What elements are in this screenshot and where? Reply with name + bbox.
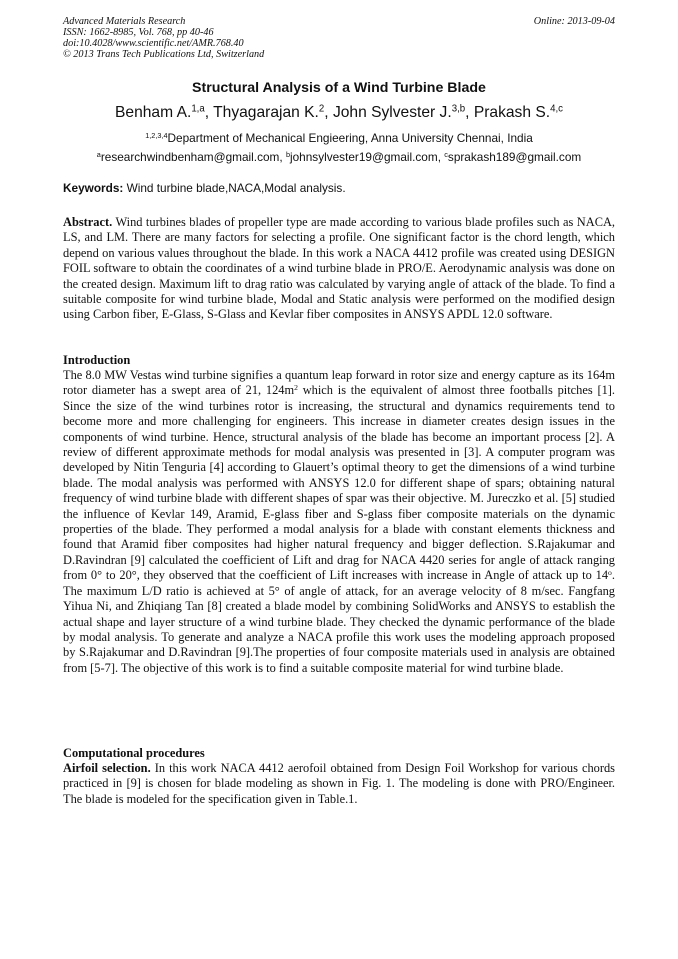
introduction-body — [63, 368, 615, 676]
email-address[interactable]: johnsylvester19@gmail.com — [290, 150, 438, 164]
journal-copyright: © 2013 Trans Tech Publications Ltd, Switzerland — [63, 49, 265, 60]
author-affiliation-mark: 2 — [318, 103, 325, 115]
superscript: o — [608, 568, 612, 578]
author-name: Thyagarajan K. — [213, 104, 319, 121]
keywords — [63, 181, 615, 195]
email-mark: a — [96, 149, 101, 159]
author-name: Benham A. — [115, 104, 192, 121]
computational-body — [63, 761, 615, 807]
affiliation-mark: 1,2,3,4 — [145, 130, 168, 140]
keywords-text: Wind turbine blade,NACA,Modal analysis. — [126, 181, 346, 195]
paper-title: Structural Analysis of a Wind Turbine Blade — [192, 80, 486, 96]
email-list: $^a$researchwindbenham@gmail.com, $^b$johnsylvester19@gmail.com, $^c$sprakash189@gmail.com — [96, 149, 582, 164]
keywords-label: Keywords: — [63, 181, 124, 195]
email-mark: b — [285, 149, 290, 159]
online-date: Online: 2013-09-04 — [533, 16, 615, 27]
introduction-heading: Introduction — [63, 353, 131, 367]
abstract — [63, 215, 615, 323]
affiliation — [63, 131, 615, 145]
journal-name: Advanced Materials Research — [63, 16, 186, 27]
abstract-text: Wind turbines blades of propeller type are made according to various blade profiles such as NACA, LS, and LM. There are many factors for selecting a profile. One significant factor is the chord length, which depend on various values throughout the blade. In this work a NACA 4412 profile was created using DESIGN FOIL software to obtain the coordinates of a wind turbine blade in PRO/E. Aerodynamic analysis was done on the created design. Maximum lift to drag ratio was calculated by varying angle of attack of the blade. To find a suitable composite for wind turbine blade, Modal and Static analysis were performed on the modified design using Carbon fiber, E-Glass, S-Glass and Kevlar fiber composites in ANSYS APDL 12.0 software. — [63, 215, 615, 322]
affiliation-text: Department of Mechanical Engieering, Anna University Chennai, India — [167, 131, 533, 145]
introduction-text: . The maximum L/D ratio is achieved at 5° of angle of attack, for an average velocity of 8 m/sec. Fangfang Yihua Ni, and Zhiqiang Tan [8] created a blade model by combining SolidWorks and ANSYS to establish the actual shape and layer structure of a wind turbine blade. They checked the dynamic performance of the blade by modal analysis. To generate and analyze a NACA profile this work uses the modeling approach proposed by S.Rajakumar and D.Ravindran [9].The properties of four composite materials used in analysis are obtained from [5-7]. The objective of this work is to find a suitable composite material for wind turbine blade. — [63, 568, 615, 675]
computational-text: In this work NACA 4412 aerofoil obtained from Design Foil Workshop for various chords practiced in [9] is chosen for blade modeling as shown in Fig. 1. The modeling is done with PRO/Engineer. The blade is modeled for the specification given in Table.1. — [63, 761, 615, 806]
journal-issn: ISSN: 1662-8985, Vol. 768, pp 40-46 — [63, 27, 214, 38]
introduction-text: The 8.0 MW Vestas wind turbine signifies a quantum leap forward in rotor size and energy capture as its 164m rotor diameter has a swept area of 21, 124m — [63, 368, 615, 398]
email-address[interactable]: researchwindbenham@gmail.com — [100, 150, 280, 164]
author-list: Benham A.$^{1,a}$, Thyagarajan K.$^2$, John Sylvester J.$^{3,b}$, Prakash S.$^{4,c}$ — [115, 103, 563, 121]
author-affiliation-mark: 4,c — [550, 103, 563, 115]
author-name: John Sylvester J. — [332, 104, 452, 121]
introduction-text: which is the equivalent of almost three footballs pitches [1]. Since the size of the wind turbines rotor is increasing, the structural and dynamics requirements tend to become more and more challenging for engineers. This increase in diameter creates design issues in the components of wind turbine. Hence, structural analysis of the blade has become an important process [2]. A review of different approximate methods for modal analysis was presented in [3]. A computer program was developed by Nitin Tenguria [4] according to Glauert’s optimal theory to get the dimensions of a wind turbine blade. The modal analysis was performed with ANSYS 12.0 for different shape of spars; obtaining natural frequency of wind turbine blade with different shapes of spar was their objective. M. Jureczko et al. [5] studied the influence of Kevlar 149, Aramid, E-glass fiber and S-glass fiber composite materials on the dynamic properties of the blade. They performed a modal analysis for a blade with constant elements thickness and found that Aramid fiber composites had higher natural frequency and bigger deflection. S.Rajakumar and D.Ravindran [9] calculated the coefficient of Lift and drag for NACA 4420 series for angle of attack ranging from 0° to 20°, they observed that the coefficient of Lift increases with increase in Angle of attack up to 14 — [63, 383, 615, 583]
computational-heading: Computational procedures — [63, 746, 205, 760]
author-affiliation-mark: 1,a — [191, 103, 205, 115]
abstract-label: Abstract. — [63, 215, 113, 229]
superscript: 2 — [294, 383, 298, 393]
email-mark: c — [444, 149, 448, 159]
journal-header — [63, 16, 615, 60]
author-affiliation-mark: 3,b — [451, 103, 466, 115]
journal-doi: doi:10.4028/www.scientific.net/AMR.768.40 — [63, 38, 244, 49]
email-address[interactable]: sprakash189@gmail.com — [447, 150, 582, 164]
airfoil-selection-label: Airfoil selection. — [63, 761, 151, 775]
author-name: Prakash S. — [473, 104, 551, 121]
